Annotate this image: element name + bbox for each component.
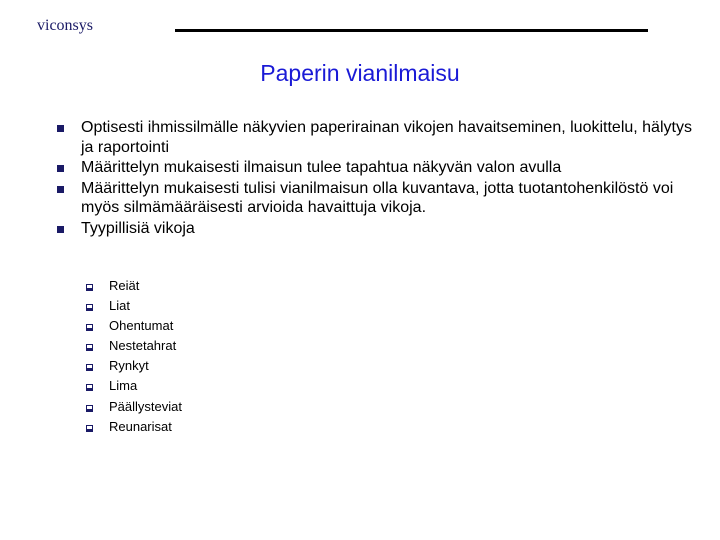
sub-bullet-text: Ohentumat (109, 318, 174, 334)
hollow-square-bullet-icon (86, 425, 93, 432)
slide-title: Paperin vianilmaisu (260, 60, 460, 86)
sub-bullet-item (86, 376, 182, 396)
sub-bullet-item (86, 397, 182, 417)
bullet-list (57, 118, 697, 239)
hollow-square-bullet-icon (86, 304, 93, 311)
sub-bullet-item (86, 336, 182, 356)
sub-bullet-item (86, 296, 182, 316)
hollow-square-bullet-icon (86, 284, 93, 291)
bullet-text: Tyypillisiä vikoja (81, 219, 195, 237)
sub-bullet-text: Lima (109, 378, 138, 394)
bullet-text: Määrittelyn mukaisesti tulisi vianilmaisun olla kuvantava, jotta tuotantohenkilöstö voi myös silmämääräisesti arvioida havaittuja vikoja. (81, 179, 674, 216)
square-bullet-icon (57, 226, 64, 233)
hollow-square-bullet-icon (86, 344, 93, 351)
bullet-item (57, 179, 697, 218)
square-bullet-icon (57, 186, 64, 193)
sub-bullet-item (86, 356, 182, 376)
hollow-square-bullet-icon (86, 364, 93, 371)
sub-bullet-text: Reunarisat (109, 418, 172, 434)
bullet-item (57, 219, 697, 239)
sub-bullet-text: Reiät (109, 278, 140, 293)
sub-bullet-text: Nestetahrat (109, 338, 177, 354)
sub-bullet-text: Päällysteviat (109, 398, 182, 414)
hollow-square-bullet-icon (86, 324, 93, 331)
sub-bullet-text: Rynkyt (109, 358, 149, 374)
sub-bullet-item (86, 276, 182, 296)
company-logo: viconsys (37, 17, 93, 34)
sub-bullet-item (86, 417, 182, 437)
defect-type-list (86, 276, 182, 437)
sub-bullet-text: Liat (109, 298, 130, 314)
header-divider (175, 29, 648, 32)
bullet-item (57, 118, 697, 157)
bullet-text: Määrittelyn mukaisesti ilmaisun tulee tapahtua näkyvän valon avulla (81, 159, 562, 176)
square-bullet-icon (57, 125, 64, 132)
square-bullet-icon (57, 165, 64, 172)
bullet-text: Optisesti ihmissilmälle näkyvien paperirainan vikojen havaitseminen, luokittelu, hälytys ja raportointi (81, 119, 692, 156)
hollow-square-bullet-icon (86, 384, 93, 391)
sub-bullet-item (86, 316, 182, 336)
bullet-item (57, 158, 697, 178)
hollow-square-bullet-icon (86, 405, 93, 412)
